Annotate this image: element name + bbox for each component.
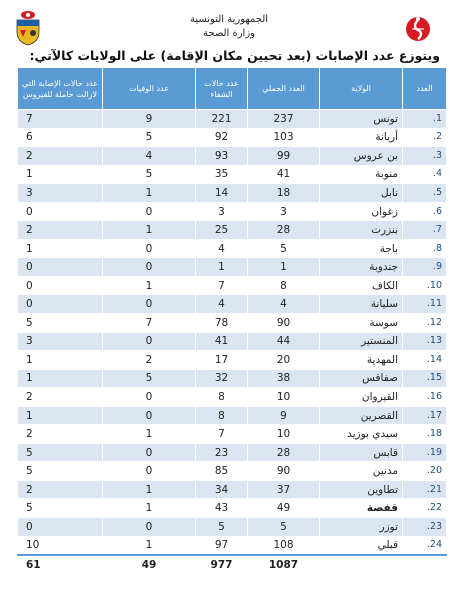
cell-deaths: 5: [103, 369, 196, 388]
total-recovered: 977: [196, 555, 248, 574]
cell-total: 103: [248, 128, 320, 147]
cell-index: 1.: [403, 110, 447, 129]
cell-total: 10: [248, 388, 320, 407]
cell-index: 15.: [403, 369, 447, 388]
cell-active: 1: [18, 369, 103, 388]
cell-index: 7.: [403, 221, 447, 240]
cell-index: 19.: [403, 443, 447, 462]
cell-recovered: 7: [196, 425, 248, 444]
cell-deaths: 0: [103, 202, 196, 221]
cases-by-state-table: [17, 67, 447, 575]
cell-total: 1: [248, 258, 320, 277]
cell-state: الكاف: [320, 276, 403, 295]
cell-active: 5: [18, 462, 103, 481]
table-row: [18, 332, 447, 351]
cell-total: 37: [248, 480, 320, 499]
cell-active: 2: [18, 147, 103, 166]
cell-deaths: 0: [103, 332, 196, 351]
table-row: [18, 147, 447, 166]
column-header-recovered: عدد حالات الشفاء: [196, 68, 248, 110]
cell-state: مدنين: [320, 462, 403, 481]
cell-recovered: 78: [196, 314, 248, 333]
table-row: [18, 184, 447, 203]
cell-total: 3: [248, 202, 320, 221]
cell-active: 7: [18, 110, 103, 129]
cell-deaths: 2: [103, 351, 196, 370]
table-row: [18, 258, 447, 277]
cell-recovered: 5: [196, 518, 248, 537]
cell-deaths: 0: [103, 388, 196, 407]
cell-recovered: 8: [196, 406, 248, 425]
table-row: [18, 128, 447, 147]
ministry-name: وزارة الصحة: [203, 28, 255, 39]
cell-state: سليانة: [320, 295, 403, 314]
table-row: [18, 388, 447, 407]
total-empty-cell: [403, 555, 447, 574]
cell-index: 11.: [403, 295, 447, 314]
column-header-state: الولاية: [320, 68, 403, 110]
cell-deaths: 1: [103, 276, 196, 295]
cell-recovered: 3: [196, 202, 248, 221]
cell-deaths: 0: [103, 239, 196, 258]
cell-index: 18.: [403, 425, 447, 444]
cell-index: 24.: [403, 536, 447, 555]
cell-active: 0: [18, 295, 103, 314]
table-row: [18, 480, 447, 499]
cell-total: 5: [248, 518, 320, 537]
cell-recovered: 14: [196, 184, 248, 203]
cell-recovered: 4: [196, 239, 248, 258]
table-row: [18, 462, 447, 481]
cell-deaths: 0: [103, 518, 196, 537]
cell-recovered: 85: [196, 462, 248, 481]
cell-deaths: 5: [103, 128, 196, 147]
column-header-active: عدد حالات الإصابة التي لازالت حاملة للفيروس: [18, 68, 103, 110]
cell-recovered: 1: [196, 258, 248, 277]
cell-deaths: 1: [103, 499, 196, 518]
cell-total: 49: [248, 499, 320, 518]
cell-deaths: 0: [103, 258, 196, 277]
cell-state: صفاقس: [320, 369, 403, 388]
cell-index: 22.: [403, 499, 447, 518]
total-active: 61: [18, 555, 103, 574]
cell-active: 6: [18, 128, 103, 147]
cell-recovered: 221: [196, 110, 248, 129]
cell-total: 4: [248, 295, 320, 314]
table-row: [18, 202, 447, 221]
cell-state: بن عروس: [320, 147, 403, 166]
cell-active: 1: [18, 406, 103, 425]
cell-total: 237: [248, 110, 320, 129]
cell-state: تطاوين: [320, 480, 403, 499]
cell-deaths: 9: [103, 110, 196, 129]
cell-active: 0: [18, 258, 103, 277]
cell-index: 17.: [403, 406, 447, 425]
table-row: [18, 239, 447, 258]
cell-total: 38: [248, 369, 320, 388]
cell-index: 12.: [403, 314, 447, 333]
cell-state: تونس: [320, 110, 403, 129]
table-body: [18, 110, 447, 575]
cell-state: سيدي بوزيد: [320, 425, 403, 444]
cell-state: المنستير: [320, 332, 403, 351]
cell-state: زغوان: [320, 202, 403, 221]
ministry-of-health-logo-icon: [404, 10, 432, 48]
cell-deaths: 1: [103, 480, 196, 499]
cell-total: 8: [248, 276, 320, 295]
cell-index: 13.: [403, 332, 447, 351]
cell-deaths: 1: [103, 536, 196, 555]
table-row: [18, 110, 447, 129]
table-row: [18, 518, 447, 537]
cell-total: 18: [248, 184, 320, 203]
table-row: [18, 499, 447, 518]
cell-recovered: 43: [196, 499, 248, 518]
cell-deaths: 1: [103, 221, 196, 240]
cell-deaths: 0: [103, 406, 196, 425]
cell-total: 20: [248, 351, 320, 370]
cell-state: توزر: [320, 518, 403, 537]
cell-recovered: 7: [196, 276, 248, 295]
cell-active: 1: [18, 351, 103, 370]
cell-recovered: 34: [196, 480, 248, 499]
cell-state: سوسة: [320, 314, 403, 333]
cell-state: قبلي: [320, 536, 403, 555]
cell-recovered: 32: [196, 369, 248, 388]
cell-state: أريانة: [320, 128, 403, 147]
table-row: [18, 276, 447, 295]
total-total: 1087: [248, 555, 320, 574]
cell-index: 9.: [403, 258, 447, 277]
cell-recovered: 25: [196, 221, 248, 240]
table-row: [18, 351, 447, 370]
cell-state: جندوبة: [320, 258, 403, 277]
cell-recovered: 8: [196, 388, 248, 407]
cell-state: نابل: [320, 184, 403, 203]
total-empty-cell: [320, 555, 403, 574]
column-header-deaths: عدد الوفيات: [103, 68, 196, 110]
cell-index: 8.: [403, 239, 447, 258]
column-header-index: العدد: [403, 68, 447, 110]
cell-recovered: 92: [196, 128, 248, 147]
cell-total: 44: [248, 332, 320, 351]
cell-recovered: 23: [196, 443, 248, 462]
cell-active: 5: [18, 443, 103, 462]
cell-index: 10.: [403, 276, 447, 295]
table-header-row: [18, 68, 447, 110]
table-row: [18, 295, 447, 314]
cell-state: المهدية: [320, 351, 403, 370]
table-row: [18, 369, 447, 388]
cell-state: منوبة: [320, 165, 403, 184]
cell-recovered: 17: [196, 351, 248, 370]
cell-deaths: 4: [103, 147, 196, 166]
cell-index: 4.: [403, 165, 447, 184]
cell-total: 90: [248, 462, 320, 481]
table-row: [18, 406, 447, 425]
cell-total: 108: [248, 536, 320, 555]
cell-recovered: 4: [196, 295, 248, 314]
ministry-header: [0, 13, 458, 41]
cell-active: 5: [18, 314, 103, 333]
table-row: [18, 221, 447, 240]
cell-active: 2: [18, 221, 103, 240]
table-row: [18, 536, 447, 555]
cell-deaths: 0: [103, 295, 196, 314]
cell-total: 41: [248, 165, 320, 184]
cell-index: 23.: [403, 518, 447, 537]
cell-active: 2: [18, 388, 103, 407]
page-heading: ويتوزع عدد الإصابات (بعد تحيين مكان الإقامة) على الولايات كالآتي:: [29, 48, 440, 63]
cell-total: 9: [248, 406, 320, 425]
cell-total: 90: [248, 314, 320, 333]
cell-active: 5: [18, 499, 103, 518]
cell-index: 20.: [403, 462, 447, 481]
cell-state: قابس: [320, 443, 403, 462]
cell-index: 2.: [403, 128, 447, 147]
cell-state: باجة: [320, 239, 403, 258]
cell-index: 3.: [403, 147, 447, 166]
cell-active: 0: [18, 518, 103, 537]
totals-row: [18, 555, 447, 574]
table-row: [18, 314, 447, 333]
cell-active: 3: [18, 332, 103, 351]
cell-state: القيروان: [320, 388, 403, 407]
cell-total: 28: [248, 443, 320, 462]
cell-deaths: 0: [103, 443, 196, 462]
republic-name: الجمهورية التونسية: [189, 14, 269, 25]
cell-index: 14.: [403, 351, 447, 370]
cell-total: 5: [248, 239, 320, 258]
cell-index: 6.: [403, 202, 447, 221]
cell-state: القصرين: [320, 406, 403, 425]
cell-state: قفصة: [320, 499, 403, 518]
cell-state: بنزرت: [320, 221, 403, 240]
cell-deaths: 1: [103, 425, 196, 444]
cell-deaths: 0: [103, 462, 196, 481]
cell-index: 16.: [403, 388, 447, 407]
cell-recovered: 97: [196, 536, 248, 555]
cell-total: 99: [248, 147, 320, 166]
total-deaths: 49: [103, 555, 196, 574]
cell-active: 3: [18, 184, 103, 203]
table-row: [18, 425, 447, 444]
cell-recovered: 93: [196, 147, 248, 166]
cell-recovered: 35: [196, 165, 248, 184]
cell-total: 10: [248, 425, 320, 444]
cell-index: 21.: [403, 480, 447, 499]
cell-deaths: 1: [103, 184, 196, 203]
cell-active: 0: [18, 202, 103, 221]
cell-deaths: 7: [103, 314, 196, 333]
cell-active: 0: [18, 276, 103, 295]
cell-total: 28: [248, 221, 320, 240]
cell-active: 1: [18, 239, 103, 258]
cell-active: 2: [18, 480, 103, 499]
cell-active: 10: [18, 536, 103, 555]
cell-deaths: 5: [103, 165, 196, 184]
cell-active: 2: [18, 425, 103, 444]
column-header-total: العدد الجملي: [248, 68, 320, 110]
cell-active: 1: [18, 165, 103, 184]
cell-recovered: 41: [196, 332, 248, 351]
table-row: [18, 165, 447, 184]
cell-index: 5.: [403, 184, 447, 203]
table-row: [18, 443, 447, 462]
